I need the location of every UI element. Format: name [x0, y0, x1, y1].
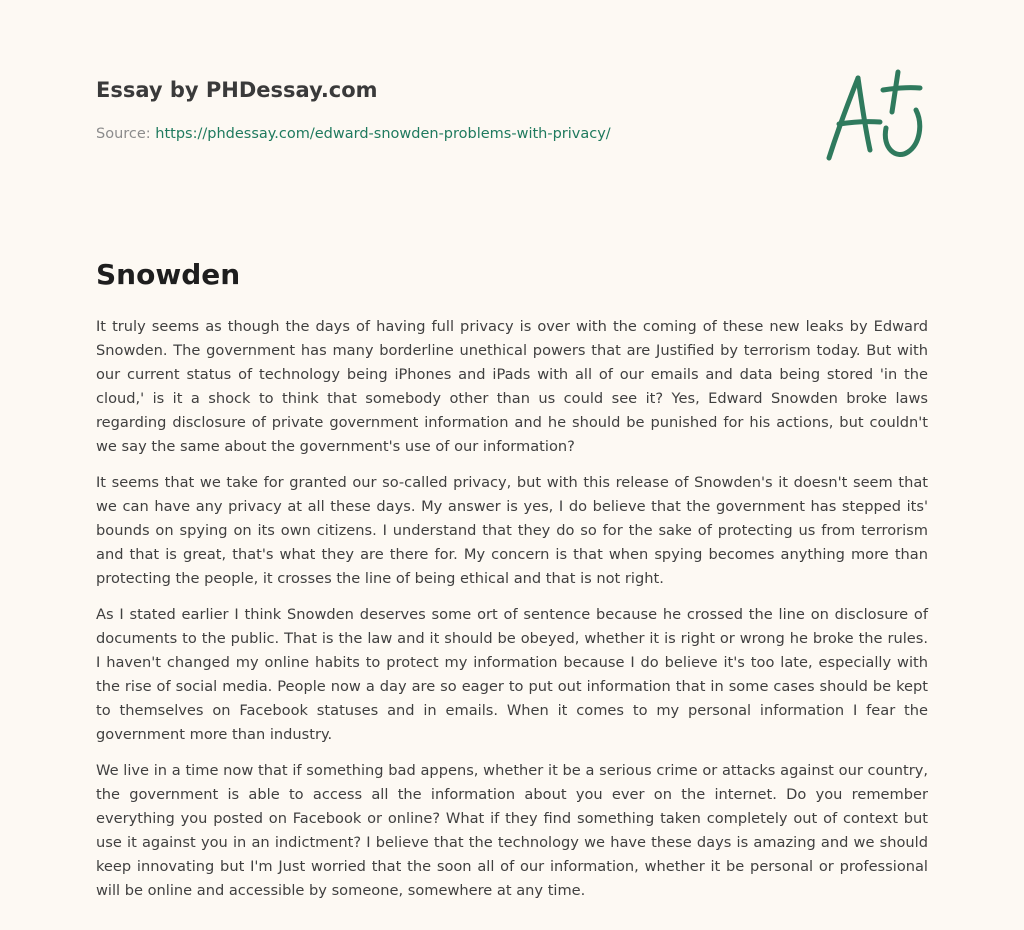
paragraph-3: As I stated earlier I think Snowden deserves some ort of sentence because he crossed the line on disclosure of documents to the public. That is the law and it should be obeyed, whether it is right or wrong he broke the rules. I haven't changed my online habits to protect my information because I do believe it's too late, especially with the rise of social media. People now a day are so eager to put out information that in some cases should be kept to themselves on Facebook statuses and in emails. When it comes to my personal information I fear the government more than industry.: [96, 606, 928, 743]
source-line: [96, 124, 796, 144]
source-link[interactable]: https://phdessay.com/edward-snowden-problems-with-privacy/: [155, 126, 611, 142]
paragraph-2: It seems that we take for granted our so-called privacy, but with this release of Snowden's it doesn't seem that we can have any privacy at all these days. My answer is yes, I do believe that the government has stepped its' bounds on spying on its own citizens. I understand that they do so for the sake of protecting us from terrorism and that is great, that's what they are there for. My concern is that when spying becomes anything more than protecting the people, it crosses the line of being ethical and that is not right.: [96, 474, 928, 587]
site-title: Essay by PHDessay.com: [96, 78, 378, 102]
essay-title: Snowden: [96, 258, 241, 291]
page-header: [96, 76, 796, 144]
paragraph-4: We live in a time now that if something bad appens, whether it be a serious crime or attacks against our country, the government is able to access all the information about you ever on the internet. Do you remember everything you posted on Facebook or online? What if they find something taken completely out of context but use it against you in an indictment? I believe that the technology we have these days is amazing and we should keep innovating but I'm Just worried that the soon all of our information, whether it be personal or professional will be online and accessible by someone, somewhere at any time.: [96, 762, 928, 899]
paragraph-1: It truly seems as though the days of having full privacy is over with the coming of these new leaks by Edward Snowden. The government has many borderline unethical powers that are Justified by terrorism today. But with our current status of technology being iPhones and iPads with all of our emails and data being stored 'in the cloud,' is it a shock to think that somebody other than us could see it? Yes, Edward Snowden broke laws regarding disclosure of private government information and he should be punished for his actions, but couldn't we say the same about the government's use of our information?: [96, 318, 928, 455]
essay-body: [96, 315, 928, 915]
source-label: Source:: [96, 126, 151, 142]
a-plus-icon: [822, 66, 928, 166]
